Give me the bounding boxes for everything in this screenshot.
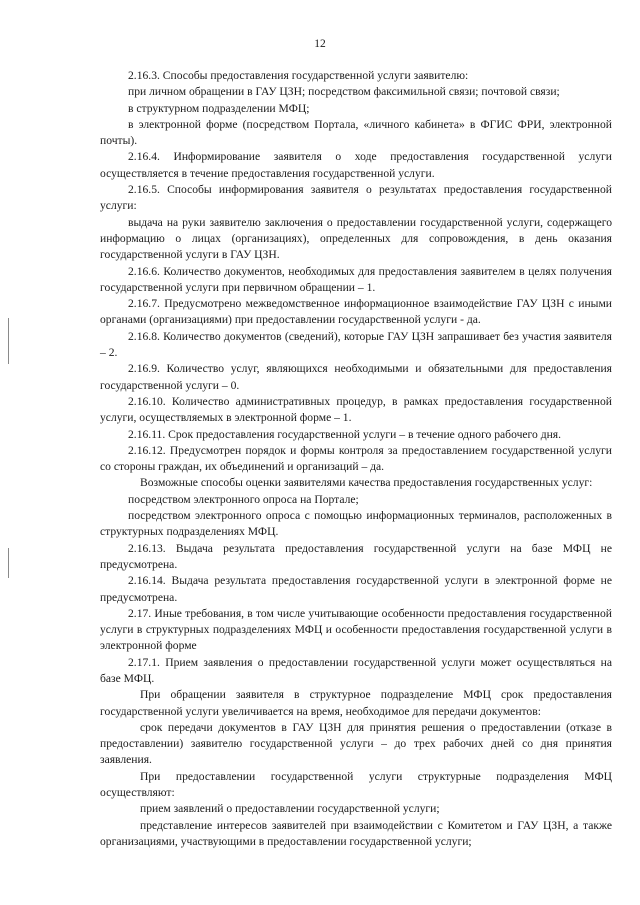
paragraph: срок передачи документов в ГАУ ЦЗН для принятия решения о предоставлении (отказе в предоставлении) заявителю государственной услуги – до трех рабочих дней со дня принятия заявления. [100, 720, 612, 767]
paragraph: 2.16.8. Количество документов (сведений), которые ГАУ ЦЗН запрашивает без участия заявителя – 2. [100, 329, 612, 360]
paragraph: 2.16.10. Количество административных процедур, в рамках предоставления государственной услуги, осуществляемых в электронной форме – 1. [100, 394, 612, 425]
document-body [100, 68, 612, 850]
paragraph: 2.16.9. Количество услуг, являющихся необходимыми и обязательными для предоставления государственной услуги – 0. [100, 362, 612, 392]
paragraph: 2.16.11. Срок предоставления государственной услуги – в течение одного рабочего дня. [128, 427, 562, 441]
paragraph: представление интересов заявителей при взаимодействии с Комитетом и ГАУ ЦЗН, а также организациями, участвующими в предоставлении государственной услуги; [100, 818, 612, 848]
paragraph: 2.16.4. Информирование заявителя о ходе предоставления государственной услуги осуществляется в течение предоставления государственной услуги. [100, 150, 612, 180]
page-number: 12 [314, 38, 326, 50]
paragraph: При обращении заявителя в структурное подразделение МФЦ срок предоставления государственной услуги увеличивается на время, необходимое для передачи документов: [100, 688, 612, 718]
paragraph: выдача на руки заявителю заключения о предоставлении государственной услуги, содержащего информацию о лицах (организациях), определенных для сопровождения, в день оказания государственной услуги в ГАУ ЦЗН. [100, 215, 612, 262]
paragraph: 2.17. Иные требования, в том числе учитывающие особенности предоставления государственной услуги в структурных подразделениях МФЦ и особенности предоставления государственной услуги в электронной форме [100, 606, 612, 653]
paragraph: посредством электронного опроса на Портале; [128, 492, 359, 506]
paragraph: 2.16.6. Количество документов, необходимых для предоставления заявителем в целях получения государственной услуги при первичном обращении – 1. [100, 264, 612, 294]
paragraph: Возможные способы оценки заявителями качества предоставления государственных услуг: [140, 476, 593, 490]
paragraph: 2.16.3. Способы предоставления государственной услуги заявителю: [128, 69, 469, 82]
paragraph: посредством электронного опроса с помощью информационных терминалов, расположенных в структурных подразделениях МФЦ. [100, 509, 612, 539]
paragraph: При предоставлении государственной услуги структурные подразделения МФЦ осуществляют: [100, 769, 612, 800]
paragraph: прием заявлений о предоставлении государственной услуги; [140, 802, 440, 816]
paragraph: 2.16.5. Способы информирования заявителя о результатах предоставления государственной услуги: [100, 183, 612, 213]
paragraph: 2.16.7. Предусмотрено межведомственное информационное взаимодействие ГАУ ЦЗН с иными органами (организациями) при предоставлении государственной услуги - да. [100, 297, 612, 327]
scan-margin-mark [8, 548, 9, 578]
paragraph: 2.16.14. Выдача результата предоставления государственной услуги в электронной форме не предусмотрена. [100, 574, 612, 604]
paragraph: при личном обращении в ГАУ ЦЗН; посредством факсимильной связи; почтовой связи; [128, 85, 560, 99]
paragraph: 2.16.12. Предусмотрен порядок и формы контроля за предоставлением государственной услуги со стороны граждан, их объединений и организаций – да. [100, 443, 612, 474]
paragraph: 2.17.1. Прием заявления о предоставлении государственной услуги может осуществляться на базе МФЦ. [100, 655, 612, 685]
scan-margin-mark [8, 318, 9, 364]
paragraph: в электронной форме (посредством Портала, «личного кабинета» в ФГИС ФРИ, электронной почты). [100, 117, 612, 148]
paragraph: 2.16.13. Выдача результата предоставления государственной услуги на базе МФЦ не предусмотрена. [100, 541, 612, 571]
paragraph: в структурном подразделении МФЦ; [128, 101, 310, 115]
